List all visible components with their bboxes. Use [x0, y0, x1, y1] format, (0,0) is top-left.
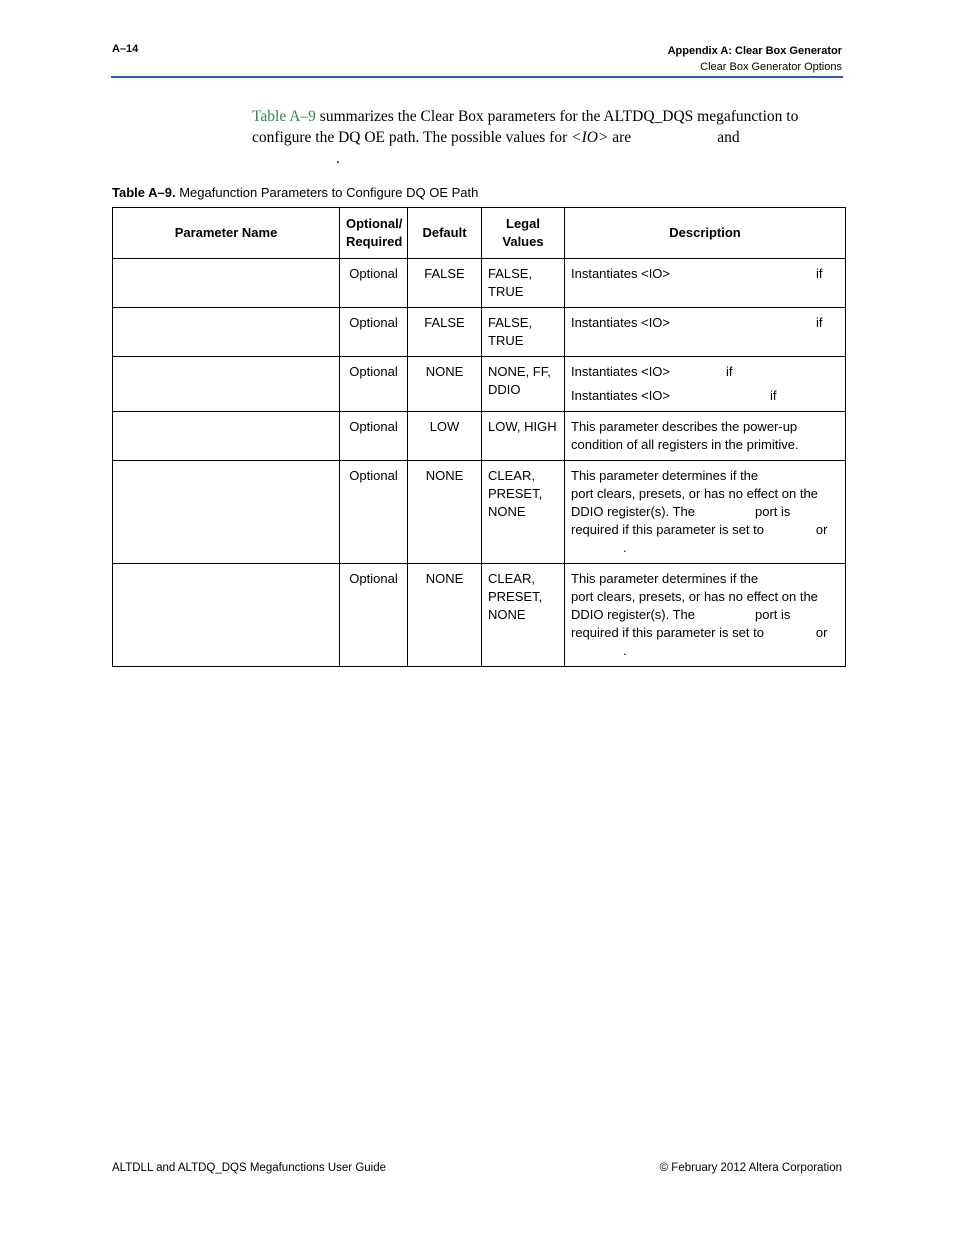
intro-text-1: summarizes the Clear Box parameters for the ALTDQ_DQS megafunction to configure the DQ OE path. The possible values for — [252, 108, 799, 146]
cell-optional: Optional — [340, 259, 408, 308]
footer-copyright: © February 2012 Altera Corporation — [659, 1162, 842, 1174]
cell-description: This parameter determines if the port clears, presets, or has no effect on the DDIO register(s). The port is required if this parameter is set to or . — [565, 461, 846, 564]
cell-parameter-name — [113, 308, 340, 357]
header-legal-values: Legal Values — [482, 208, 565, 259]
header-default: Default — [408, 208, 482, 259]
cell-description: Instantiates <IO> if Instantiates <IO> if — [565, 357, 846, 412]
cell-parameter-name — [113, 259, 340, 308]
cell-optional: Optional — [340, 308, 408, 357]
cell-legal-values: CLEAR, PRESET, NONE — [482, 461, 565, 564]
cell-legal-values: FALSE, TRUE — [482, 308, 565, 357]
cell-legal-values: FALSE, TRUE — [482, 259, 565, 308]
table-row — [113, 461, 846, 564]
footer-document-title: ALTDLL and ALTDQ_DQS Megafunctions User Guide — [112, 1162, 387, 1174]
table-row — [113, 357, 846, 412]
page-number: A–14 — [112, 43, 139, 55]
cell-legal-values: CLEAR, PRESET, NONE — [482, 564, 565, 667]
cell-optional: Optional — [340, 461, 408, 564]
cell-optional: Optional — [340, 357, 408, 412]
section-title: Clear Box Generator Options — [700, 61, 842, 73]
cell-parameter-name — [113, 357, 340, 412]
cell-description: Instantiates <IO> if — [565, 259, 846, 308]
table-row — [113, 412, 846, 461]
cell-optional: Optional — [340, 564, 408, 667]
cell-legal-values: LOW, HIGH — [482, 412, 565, 461]
cell-optional: Optional — [340, 412, 408, 461]
intro-text-4: . — [336, 150, 340, 167]
cell-default: LOW — [408, 412, 482, 461]
cell-description: Instantiates <IO> if — [565, 308, 846, 357]
cell-description: This parameter determines if the port clears, presets, or has no effect on the DDIO register(s). The port is required if this parameter is set to or . — [565, 564, 846, 667]
table-row — [113, 308, 846, 357]
cell-default: FALSE — [408, 259, 482, 308]
cell-description: This parameter describes the power-up condition of all registers in the primitive. — [565, 412, 846, 461]
table-caption-title: Megafunction Parameters to Configure DQ OE Path — [179, 185, 479, 200]
intro-text-2: are — [608, 129, 632, 146]
table-caption-label: Table A–9. — [112, 185, 176, 200]
header-optional-required: Optional/ Required — [340, 208, 408, 259]
header-rule — [111, 76, 843, 78]
cell-legal-values: NONE, FF, DDIO — [482, 357, 565, 412]
table-row — [113, 259, 846, 308]
table-row — [113, 564, 846, 667]
cell-parameter-name — [113, 461, 340, 564]
intro-paragraph — [252, 106, 842, 169]
cell-default: NONE — [408, 461, 482, 564]
header-parameter-name: Parameter Name — [113, 208, 340, 259]
cell-default: NONE — [408, 357, 482, 412]
cell-parameter-name — [113, 564, 340, 667]
table-caption — [112, 185, 478, 200]
intro-text-3: and — [717, 129, 740, 146]
parameters-table — [112, 207, 846, 667]
cell-default: FALSE — [408, 308, 482, 357]
header-description: Description — [565, 208, 846, 259]
running-header — [668, 43, 842, 75]
table-link[interactable]: Table A–9 — [252, 108, 316, 125]
cell-default: NONE — [408, 564, 482, 667]
chapter-title: Appendix A: Clear Box Generator — [667, 45, 842, 57]
table-header-row — [113, 208, 846, 259]
cell-parameter-name — [113, 412, 340, 461]
io-text: <IO> — [571, 129, 609, 146]
